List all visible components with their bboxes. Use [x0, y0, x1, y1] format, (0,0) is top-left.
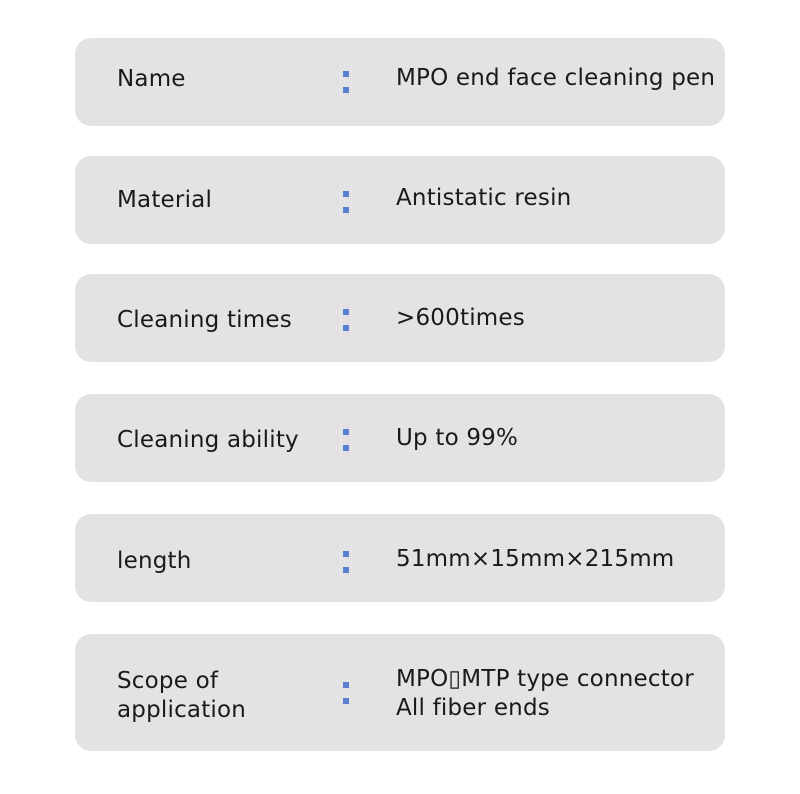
colon-separator-icon [343, 309, 349, 331]
spec-value: Up to 99% [396, 425, 519, 451]
spec-row-name [75, 38, 725, 126]
colon-separator-icon [343, 71, 349, 93]
spec-row-length [75, 514, 725, 602]
spec-label: Scope of application [117, 668, 247, 723]
spec-row-scope [75, 634, 725, 751]
spec-label: Cleaning times [117, 307, 292, 333]
spec-value: MPO end face cleaning pen [396, 65, 716, 91]
spec-row-cleaning-ability [75, 394, 725, 482]
spec-value: MPO▯MTP type connector All fiber ends [396, 666, 694, 721]
colon-separator-icon [343, 191, 349, 213]
spec-value: >600times [396, 305, 525, 331]
spec-value: Antistatic resin [396, 185, 572, 211]
spec-label: length [117, 548, 192, 574]
spec-label: Cleaning ability [117, 427, 299, 453]
spec-row-cleaning-times [75, 274, 725, 362]
spec-label: Material [117, 187, 213, 213]
colon-separator-icon [343, 682, 349, 704]
colon-separator-icon [343, 551, 349, 573]
spec-row-material [75, 156, 725, 244]
colon-separator-icon [343, 429, 349, 451]
spec-label: Name [117, 66, 186, 92]
spec-value: 51mm×15mm×215mm [396, 546, 675, 572]
